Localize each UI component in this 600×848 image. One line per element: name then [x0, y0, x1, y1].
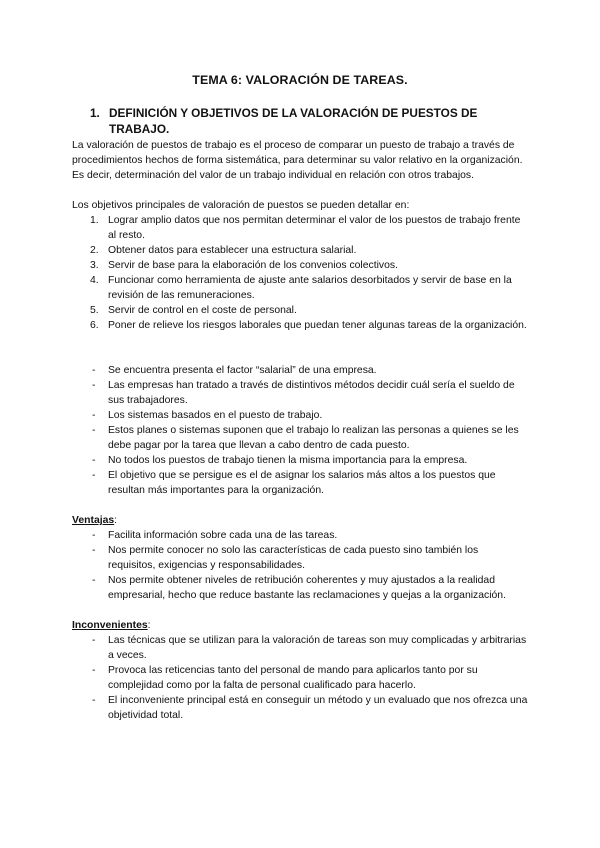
advantage-item	[72, 528, 528, 543]
disadvantages-colon: :	[147, 620, 151, 631]
objective-item	[72, 258, 528, 273]
dash-marker: -	[92, 410, 96, 421]
objective-text: Poner de relieve los riesgos laborales que puedan tener algunas tareas de la organización.	[108, 320, 527, 331]
list-marker: 4.	[90, 275, 99, 286]
objective-item	[72, 303, 528, 318]
advantage-item	[72, 573, 528, 603]
spacer	[72, 603, 528, 618]
note-text: Los sistemas basados en el puesto de trabajo.	[108, 410, 323, 421]
objective-item	[72, 273, 528, 303]
advantages-colon: :	[114, 515, 118, 526]
disadvantage-text: El inconveniente principal está en conseguir un método y un evaluado que nos ofrezca una objetividad total.	[108, 695, 528, 721]
dash-marker: -	[92, 365, 96, 376]
page-title: TEMA 6: VALORACIÓN DE TAREAS.	[192, 73, 408, 87]
advantages-list	[72, 528, 528, 603]
intro-paragraph: La valoración de puestos de trabajo es el proceso de comparar un puesto de trabajo a través de procedimientos hechos de forma sistemática, para determinar su valor relativo en la organización. Es decir, determinación del valor de un trabajo individual en relación con otros trabajos.	[72, 140, 523, 181]
spacer	[72, 498, 528, 513]
disadvantages-heading	[72, 618, 528, 633]
advantage-text: Facilita información sobre cada una de las tareas.	[108, 530, 338, 541]
dash-marker: -	[92, 380, 96, 391]
note-text: El objetivo que se persigue es el de asignar los salarios más altos a los puestos que resultan más importantes para la organización.	[108, 470, 496, 496]
objective-item	[72, 243, 528, 258]
disadvantage-text: Las técnicas que se utilizan para la valoración de tareas son muy complicadas y arbitrarias a veces.	[108, 635, 527, 661]
objective-item	[72, 318, 528, 333]
dash-marker: -	[92, 545, 96, 556]
section-number: 1.	[90, 106, 100, 120]
advantages-label: Ventajas	[72, 515, 115, 526]
disadvantage-item	[72, 633, 528, 663]
note-text: No todos los puestos de trabajo tienen la misma importancia para la empresa.	[108, 455, 468, 466]
objective-text: Servir de control en el coste de personal.	[108, 305, 297, 316]
disadvantage-item	[72, 663, 528, 693]
note-text: Las empresas han tratado a través de distintivos métodos decidir cuál sería el sueldo de sus trabajadores.	[108, 380, 515, 406]
dash-marker: -	[92, 470, 96, 481]
note-item	[72, 468, 528, 498]
advantages-heading	[72, 513, 528, 528]
note-item	[72, 408, 528, 423]
list-marker: 5.	[90, 305, 99, 316]
list-marker: 3.	[90, 260, 99, 271]
advantage-item	[72, 543, 528, 573]
section-heading-text: DEFINICIÓN Y OBJETIVOS DE LA VALORACIÓN DE PUESTOS DE TRABAJO.	[109, 106, 478, 136]
dash-marker: -	[92, 695, 96, 706]
advantage-text: Nos permite conocer no solo las características de cada puesto sino también los requisitos, exigencias y responsabilidades.	[108, 545, 479, 571]
objective-text: Lograr amplio datos que nos permitan determinar el valor de los puestos de trabajo frente al resto.	[108, 215, 521, 241]
objectives-list	[72, 213, 528, 333]
objective-item	[72, 213, 528, 243]
dash-marker: -	[92, 635, 96, 646]
note-item	[72, 453, 528, 468]
dash-marker: -	[92, 455, 96, 466]
notes-list	[72, 363, 528, 498]
note-item	[72, 378, 528, 408]
objective-text: Obtener datos para establecer una estructura salarial.	[108, 245, 357, 256]
note-item	[72, 363, 528, 378]
note-text: Se encuentra presenta el factor “salarial” de una empresa.	[108, 365, 377, 376]
spacer	[72, 333, 528, 348]
section-heading	[90, 105, 530, 137]
objective-text: Servir de base para la elaboración de los convenios colectivos.	[108, 260, 398, 271]
spacer	[72, 348, 528, 363]
objectives-intro: Los objetivos principales de valoración de puestos se pueden detallar en:	[72, 200, 410, 211]
note-text: Estos planes o sistemas suponen que el trabajo lo realizan las personas a quienes se les debe pagar por la tarea que llevan a cabo dentro de cada puesto.	[108, 425, 519, 451]
dash-marker: -	[92, 665, 96, 676]
disadvantages-list	[72, 633, 528, 723]
dash-marker: -	[92, 575, 96, 586]
disadvantage-item	[72, 693, 528, 723]
objective-text: Funcionar como herramienta de ajuste ante salarios desorbitados y servir de base en la revisión de las remuneraciones.	[108, 275, 512, 301]
section-body	[72, 138, 528, 723]
dash-marker: -	[92, 530, 96, 541]
list-marker: 2.	[90, 245, 99, 256]
list-marker: 6.	[90, 320, 99, 331]
list-marker: 1.	[90, 215, 99, 226]
dash-marker: -	[92, 425, 96, 436]
advantage-text: Nos permite obtener niveles de retribución coherentes y muy ajustados a la realidad empresarial, hecho que reduce bastante las reclamaciones y quejas a la organización.	[108, 575, 506, 601]
note-item	[72, 423, 528, 453]
disadvantages-label: Inconvenientes	[72, 620, 148, 631]
disadvantage-text: Provoca las reticencias tanto del personal de mando para aplicarlos tanto por su complejidad como por la falta de personal cualificado para hacerlo.	[108, 665, 478, 691]
